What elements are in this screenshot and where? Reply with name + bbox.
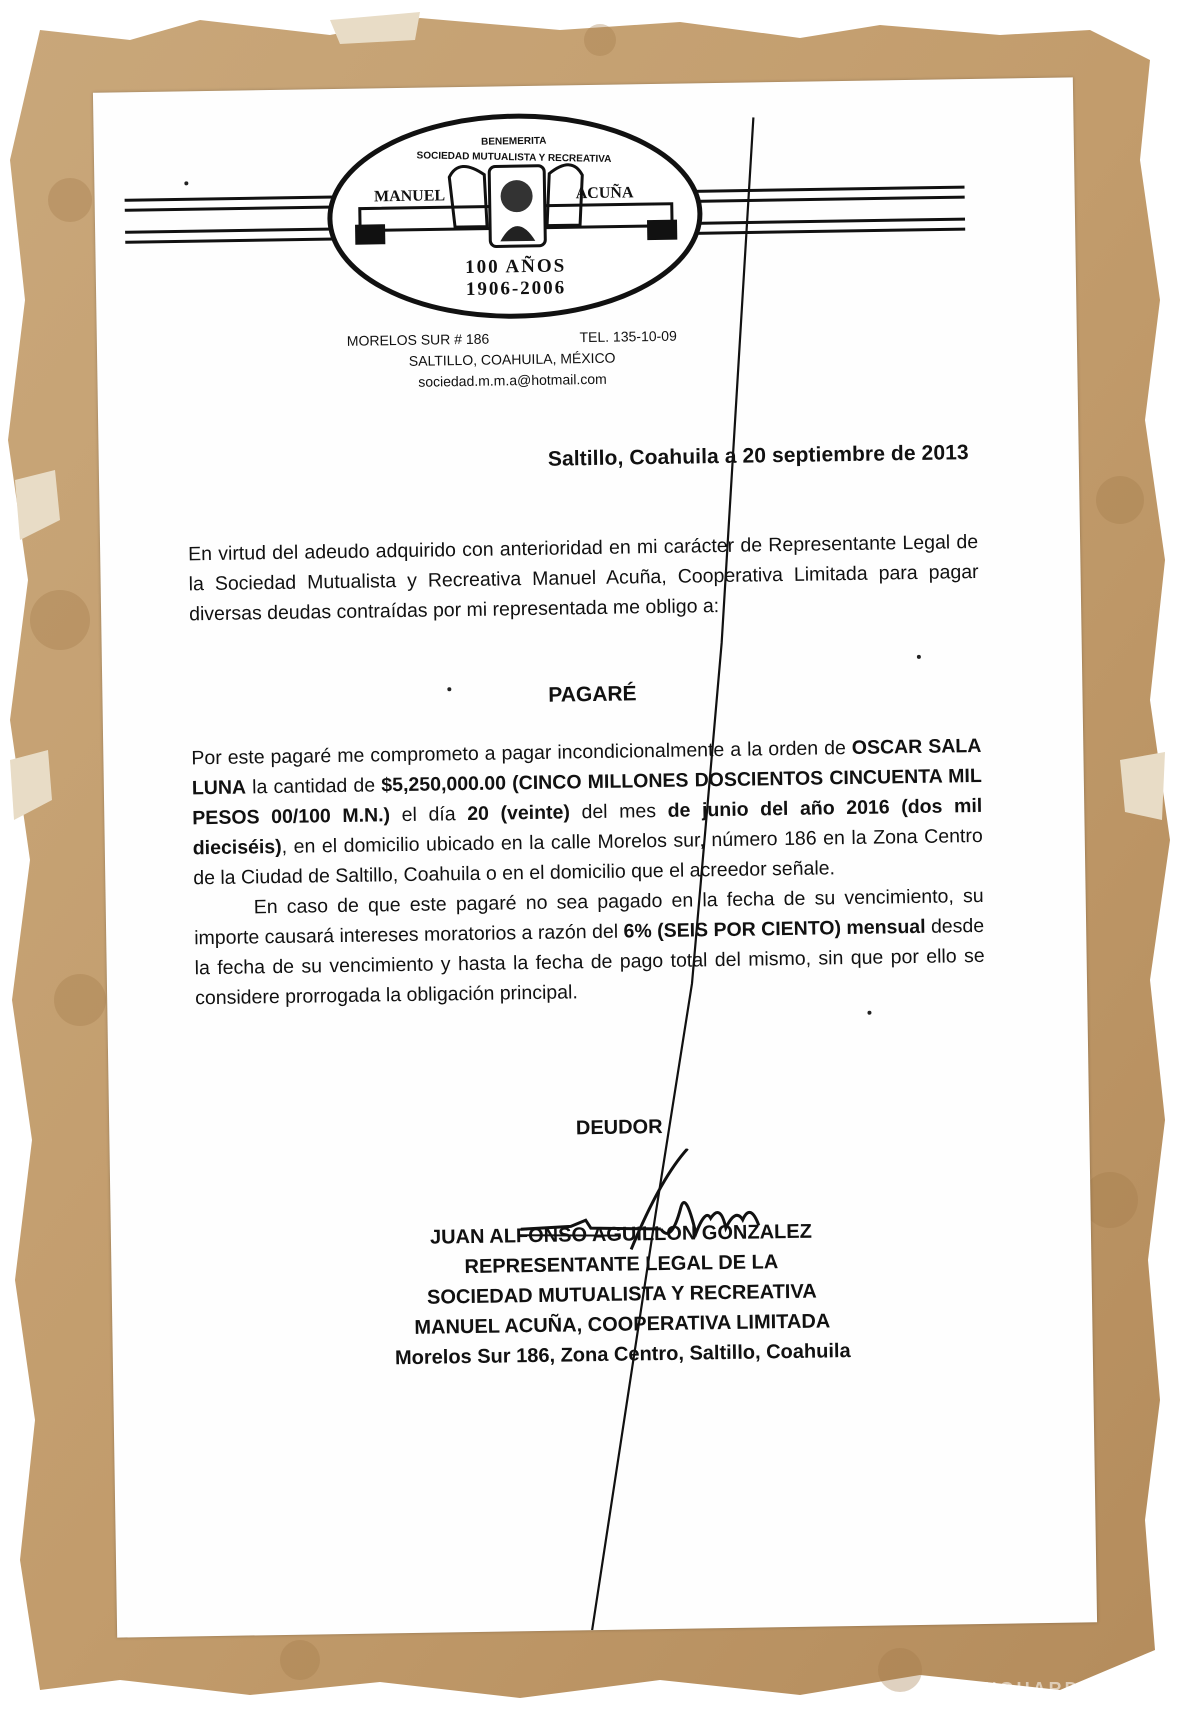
p2-text-b: la cantidad de [245,774,382,799]
promissory-paragraph [191,731,985,1013]
document-title: PAGARÉ [548,682,637,707]
svg-text:VANGUARDIA: VANGUARDIA [954,1679,1105,1699]
address-city: SALTILLO, COAHUILA, MÉXICO [408,349,616,369]
debtor-label: DEUDOR [575,1115,663,1140]
speck [917,655,921,659]
letterhead-right-name: ACUÑA [575,184,634,203]
p3-text-b: desde la fecha de su vencimiento y hasta la fecha de pago total del mismo, sin que por ello se considere prorrogada la obligación principal. [194,914,985,1010]
signer-address: Morelos Sur 186, Zona Centro, Saltillo, Coahuila [394,1340,851,1370]
p2-text-e: , en el domicilio ubicado en la calle Morelos sur, número 186 en la Zona Centro de la Ciudad de Saltillo, Coahuila o en el domicilio que el acreedor señale. [193,824,983,890]
p2-text-d: del mes [569,799,668,824]
signer-name: JUAN ALFONSO AGUILLON GONZALEZ [429,1220,812,1249]
p2-text-a: Por este pagaré me comprometo a pagar incondicionalmente a la orden de [191,736,852,770]
letterhead-address [347,326,678,394]
signer-role-1: REPRESENTANTE LEGAL DE LA [464,1251,779,1279]
address-street: MORELOS SUR # 186 [346,330,490,349]
intro-paragraph: En virtud del adeudo adquirido con anterioridad en mi carácter de Representante Legal de la Sociedad Mutualista y Recreativa Manuel Acuña, Cooperativa Limitada para pagar diversas deudas contraídas por mi representada me obligo a: [188,530,979,626]
due-month-year: de junio del año 2016 (dos mil dieciséis) [192,794,983,860]
speck [184,181,188,185]
date-line: Saltillo, Coahuila a 20 septiembre de 2013 [547,441,969,471]
signer-role-2: SOCIEDAD MUTUALISTA Y RECREATIVA [426,1280,817,1309]
signer-block [131,1212,1113,1377]
address-phone: TEL. 135-10-09 [579,327,677,346]
letterhead-years-range: 1906-2006 [465,277,567,300]
due-day: 20 (veinte) [467,801,571,826]
speck [867,1011,871,1015]
creditor-name: OSCAR SALA LUNA [191,734,982,800]
watermark-logo [954,1676,1164,1700]
amount: $5,250,000.00 (CINCO MILLONES DOSCIENTOS CINCUENTA MIL PESOS 00/100 M.N.) [192,764,982,830]
letterhead-left-name: MANUEL [373,187,446,206]
letterhead-arc-bottom: SOCIEDAD MUTUALISTA Y RECREATIVA [416,150,612,166]
p3-text-a: En caso de que este pagaré no sea pagado en la fecha de su vencimiento, su importe causará intereses moratorios a razón del [194,884,984,950]
interest-rate: 6% (SEIS POR CIENTO) mensual [623,915,926,943]
signer-role-3: MANUEL ACUÑA, COOPERATIVA LIMITADA [414,1310,831,1339]
letterhead-years-label: 100 AÑOS [465,255,567,278]
speck [447,687,451,691]
document-sheet [93,77,1097,1637]
p2-text-c: el día [389,803,468,827]
interest-paragraph [194,881,986,1013]
letterhead-arc-top: BENEMERITA [480,135,547,148]
address-email: sociedad.m.m.a@hotmail.com [418,370,607,390]
